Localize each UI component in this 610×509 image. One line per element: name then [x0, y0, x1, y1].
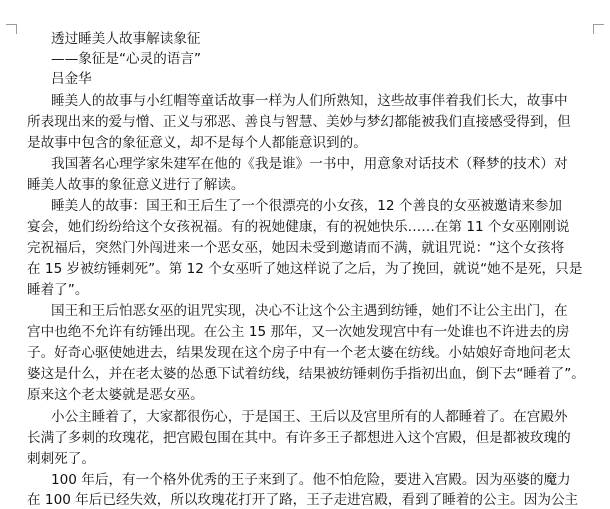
- body-line: 宫中也绝不允许有纺锤出现。在公主 15 那年，又一次她发现宫中有一处谁也不许进去的房: [27, 324, 570, 340]
- body-line: 小公主睡着了，大家都很伤心，于是国王、王后以及宫里所有的人都睡着了。在宫殿外: [51, 409, 568, 425]
- body-line: 睡美人故事的象征意义进行了解读。: [27, 177, 245, 193]
- document-title: 透过睡美人故事解读象征: [51, 31, 201, 47]
- body-line: 原来这个老太婆就是恶女巫。: [27, 387, 204, 403]
- body-line: 是故事中包含的象征意义，却不是每个人都能意识到的。: [27, 135, 367, 151]
- body-line: 睡美人的故事：国王和王后生了一个很漂亮的小女孩，12 个善良的女巫被邀请来参加: [51, 198, 562, 214]
- document-subtitle: ——象征是“心灵的语言”: [51, 51, 202, 67]
- body-line: 宴会，她们纷纷给这个女孩祝福。有的祝她健康，有的祝她快乐……在第 11 个女巫刚刚说: [27, 219, 570, 235]
- body-line: 在 15 岁被纺锤刺死”。第 12 个女巫听了她这样说了之后，为了挽回，就说“她不是死，只是: [27, 261, 583, 277]
- body-line: 长满了多刺的玫瑰花，把宫殿包围在其中。有许多王子都想进入这个宫殿，但是都被玫瑰的: [27, 430, 571, 446]
- body-line: 100 年后，有一个格外优秀的王子来到了。他不怕危险，要进入宫殿。因为巫婆的魔力: [51, 472, 571, 488]
- body-line: 刺刺死了。: [27, 451, 95, 467]
- body-line: 国王和王后怕恶女巫的诅咒实现，决心不让这个公主遇到纺锤，她们不让公主出门，在: [51, 303, 568, 319]
- body-line: 完祝福后，突然门外闯进来一个恶女巫，她因未受到邀请而不满，就诅咒说：“这个女孩将: [27, 240, 565, 256]
- margin-corner-mark-left-h: [6, 24, 17, 25]
- body-line: 睡美人的故事与小红帽等童话故事一样为人们所熟知，这些故事伴着我们长大，故事中: [51, 93, 568, 109]
- margin-corner-mark-right-h: [593, 24, 604, 25]
- document-author: 吕金华: [51, 71, 92, 87]
- body-line: 在 100 年后已经失效，所以玫瑰花打开了路，王子走进宫殿，看到了睡着的公主。因为公主: [27, 492, 579, 508]
- body-line: 我国著名心理学家朱建军在他的《我是谁》一书中，用意象对话技术（释梦的技术）对: [51, 156, 568, 172]
- body-line: 婆这是什么，并在老太婆的怂恿下试着纺线，结果被纺锤刺伤手指初出血，倒下去“睡着了”。: [27, 366, 585, 382]
- body-line: 所表现出来的爱与憎、正义与邪恶、善良与智慧、美妙与梦幻都能被我们直接感受得到，但: [27, 114, 571, 130]
- body-line: 睡着了”。: [27, 282, 89, 298]
- body-line: 子。好奇心驱使她进去，结果发现在这个房子中有一个老太婆在纺线。小姑娘好奇地问老太: [27, 345, 571, 361]
